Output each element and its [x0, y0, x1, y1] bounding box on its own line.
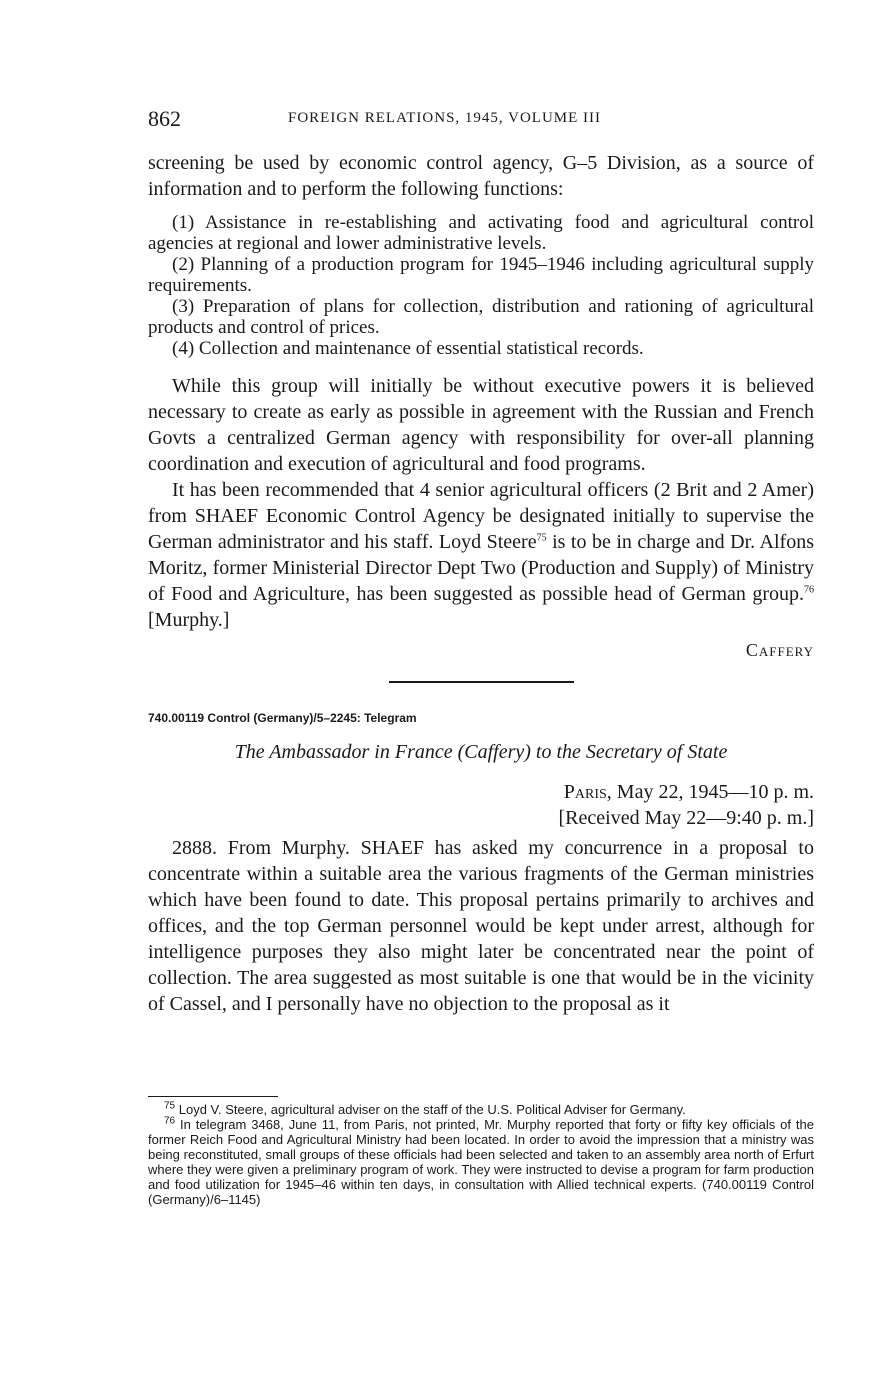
paragraph-text: [Murphy.] — [148, 609, 230, 631]
list-item: (2) Planning of a production program for 1945–1946 including agricultural supply requirements. — [148, 254, 814, 296]
intro-paragraph: screening be used by economic control agency, G–5 Division, as a source of information and to perform the following functions: — [148, 152, 814, 200]
document-title: The Ambassador in France (Caffery) to the Secretary of State — [234, 741, 728, 763]
list-item: (4) Collection and maintenance of essential statistical records. — [172, 338, 644, 359]
list-item: (1) Assistance in re-establishing and activating food and agricultural control agencies at regional and lower administrative levels. — [148, 212, 814, 254]
telegram-text: 2888. From Murphy. SHAEF has asked my concurrence in a proposal to concentrate within a suitable area the various fragments of the German ministries which have been found to date. This proposal pertains primarily to archives and offices, and the top German personnel would be kept under arrest, although for intelligence purposes they also might later be concentrated near the point of collection. The area suggested as most suitable is one that would be in the vicinity of Cassel, and I personally have no objection to the proposal as it — [148, 837, 814, 1015]
footnote — [148, 1117, 814, 1207]
page-number: 862 — [148, 106, 181, 131]
footnote-divider — [148, 1096, 278, 1097]
functions-list — [148, 212, 814, 359]
footnotes — [148, 1102, 814, 1207]
footnote-text: Loyd V. Steere, agricultural adviser on the staff of the U.S. Political Adviser for Germany. — [175, 1102, 686, 1117]
footnote-text: In telegram 3468, June 11, from Paris, not printed, Mr. Murphy reported that forty or fifty key officials of the former Reich Food and Agricultural Ministry had been located. In order to avoid the impression that a ministry was being reconstituted, small groups of these officials had been selected and taken to an assembly area north of Erfurt where they were given a preliminary program of work. They were instructed to devise a program for farm production and food utilization for 1945–46 within ten days, in consultation with Allied technical experts. (740.00119 Control (Germany)/6–1145) — [148, 1117, 814, 1207]
dateline-city: Paris — [563, 781, 607, 803]
running-title: FOREIGN RELATIONS, 1945, VOLUME III — [288, 110, 602, 126]
dateline — [148, 779, 814, 831]
paragraph: While this group will initially be without executive powers it is believed necessary to create as early as possible in agreement with the Russian and French Govts a centralized German agency with responsibility for over-all planning coordination and execution of agricultural and food programs. — [148, 375, 814, 475]
main-text — [148, 150, 814, 1017]
page-header — [148, 106, 668, 136]
paragraph — [148, 477, 814, 633]
footnote-mark: 76 — [164, 1115, 176, 1127]
footnote-ref: 75 — [536, 532, 547, 544]
paragraph-text: is to be in charge and Dr. Alfons Moritz, former Ministerial Director Dept Two (Production and Supply) of Ministry of Food and Agriculture, has been suggested as possible head of German group. — [148, 531, 814, 605]
footnote — [148, 1102, 814, 1117]
file-reference: 740.00119 Control (Germany)/5–2245: Telegram — [148, 711, 417, 725]
list-item: (3) Preparation of plans for collection, distribution and rationing of agricultural products and control of prices. — [148, 296, 814, 338]
received-line: [Received May 22—9:40 p. m.] — [558, 807, 814, 829]
footnote-ref: 76 — [804, 584, 814, 596]
footnote-mark: 75 — [164, 1100, 176, 1112]
dateline-date: , May 22, 1945—10 p. m. — [606, 781, 814, 803]
paragraph-text: It has been recommended that 4 senior agricultural officers (2 Brit and 2 Amer) from SHAEF Economic Control Agency be designated initially to supervise the German administrator and his staff. Loyd Steere — [148, 479, 814, 553]
signature: Caffery — [745, 640, 814, 660]
section-divider — [389, 681, 574, 683]
